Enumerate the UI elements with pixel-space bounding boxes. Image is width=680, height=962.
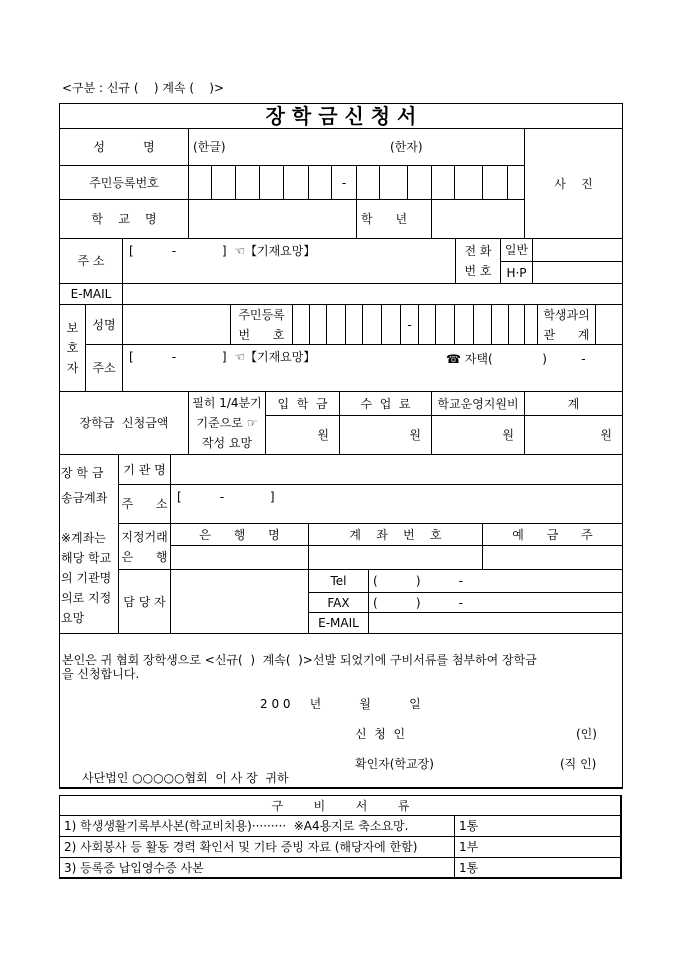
documents-header: 구 비 서 류 [59, 795, 622, 816]
phone-label: 전 화 번 호 [455, 238, 501, 284]
statement-line-2: 을 신청합니다. [62, 667, 140, 681]
document-item-name: 3) 등록증 납입영수증 사본 [59, 857, 455, 879]
rrn-digit-cell[interactable] [482, 165, 508, 200]
rrn-digit-cell[interactable] [235, 165, 260, 200]
guardian-section-label: 보 호 자 [59, 304, 86, 392]
amount-admission-field[interactable]: 원 [265, 415, 340, 455]
guardian-rrn-digit-cell[interactable] [326, 304, 346, 345]
name-hanja-label: (한자) [390, 140, 423, 154]
contact-label: 담 당 자 [118, 569, 171, 634]
guardian-name-field[interactable] [122, 304, 231, 345]
guardian-rrn-digit-cell[interactable] [454, 304, 474, 345]
phone-mobile-field[interactable] [532, 261, 623, 284]
confirmer-seal: (직 인) [560, 757, 597, 771]
application-date: 2 0 0 년 월 일 [260, 697, 421, 711]
institution-label: 기 관 명 [118, 454, 171, 485]
rrn-digit-cell[interactable] [259, 165, 284, 200]
fax-field[interactable]: ( ) - [368, 592, 623, 613]
amount-label: 장학금 신청금액 [59, 391, 189, 455]
account-number-header: 계 좌 번 호 [308, 523, 483, 546]
rrn-label: 주민등록번호 [59, 165, 189, 200]
guardian-address-field[interactable]: [ - ] ☜【기재요망】 [122, 344, 623, 392]
contact-email-label: E-MAIL [308, 612, 369, 634]
grade-label: 학 년 [356, 199, 432, 239]
phone-general-field[interactable] [532, 238, 623, 262]
phone-mobile-label: H·P [500, 261, 533, 284]
guardian-rrn-label: 주민등록 번 호 [230, 304, 293, 345]
rrn-digit-cell[interactable] [454, 165, 483, 200]
address-field[interactable]: [ - ] ☜【기재요망】 [122, 238, 456, 284]
guardian-rrn-digit-cell[interactable] [362, 304, 382, 345]
applicant-signature-label: 신 청 인 [355, 727, 406, 741]
applicant-seal: (인) [576, 727, 597, 741]
form-title: 장 학 금 신 청 서 [59, 103, 623, 129]
guardian-rrn-digit-cell[interactable] [524, 304, 538, 345]
name-label: 성 명 [59, 128, 189, 166]
account-section-note: ※계좌는 해당 학교 의 기관명 의로 지정 요망 [61, 531, 112, 625]
amount-col-support: 학교운영지원비 [431, 391, 525, 416]
guardian-rrn-digit-cell[interactable] [435, 304, 455, 345]
institution-address-field[interactable]: [ - ] [170, 484, 623, 524]
rrn-digit-cell[interactable] [188, 165, 212, 200]
rrn-digit-cell[interactable] [356, 165, 380, 200]
amount-col-admission: 입 학 금 [265, 391, 340, 416]
bank-name-header: 은 행 명 [170, 523, 309, 546]
rrn-separator: - [331, 165, 357, 200]
tel-label: Tel [308, 569, 369, 593]
name-field[interactable] [188, 128, 525, 166]
guardian-rrn-digit-cell[interactable] [491, 304, 509, 345]
document-item-name: 1) 학생생활기록부사본(학교비치용)········· ※A4용지로 축소요망. [59, 815, 455, 837]
school-field[interactable] [188, 199, 357, 239]
statement-line-1: 본인은 귀 협회 장학생으로 <신규( ) 계속( )>선발 되었기에 구비서류를 첨부하여 장학금 [62, 653, 537, 667]
guardian-relation-field[interactable] [595, 304, 623, 345]
guardian-rrn-digit-cell[interactable] [309, 304, 327, 345]
document-item-count: 1부 [454, 836, 622, 858]
document-item-count: 1통 [454, 857, 622, 879]
institution-field[interactable] [170, 454, 623, 485]
rrn-digit-cell[interactable] [283, 165, 309, 200]
contact-name-field[interactable] [170, 569, 309, 634]
application-type-note: <구분 : 신규 ( ) 계속 ( )> [62, 81, 225, 95]
account-section-label: 장 학 금 송금계좌 [61, 466, 108, 505]
amount-note: 필히 1/4분기 기준으로 ☞ 작성 요망 [188, 391, 266, 455]
amount-total-field[interactable]: 원 [524, 415, 623, 455]
amount-support-field[interactable]: 원 [431, 415, 525, 455]
fax-label: FAX [308, 592, 369, 613]
rrn-digit-cell[interactable] [211, 165, 236, 200]
guardian-rrn-digit-cell[interactable] [345, 304, 363, 345]
guardian-address-label: 주소 [85, 344, 123, 392]
guardian-relation-label: 학생과의 관 계 [537, 304, 596, 345]
bank-name-field[interactable] [170, 545, 309, 570]
guardian-rrn-separator: - [400, 304, 419, 345]
confirmer-label: 확인자(학교장) [355, 757, 434, 771]
amount-col-total: 계 [524, 391, 623, 416]
guardian-rrn-digit-cell[interactable] [292, 304, 310, 345]
photo-box: 사 진 [524, 128, 623, 239]
account-holder-field[interactable] [482, 545, 623, 570]
guardian-rrn-digit-cell[interactable] [418, 304, 436, 345]
addressee: 사단법인 ○○○○○협회 이 사 장 귀하 [82, 771, 289, 785]
address-label: 주 소 [59, 238, 123, 284]
contact-email-field[interactable] [368, 612, 623, 634]
email-field[interactable] [122, 283, 623, 305]
email-label: E-MAIL [59, 283, 123, 305]
document-item-count: 1통 [454, 815, 622, 837]
guardian-rrn-digit-cell[interactable] [473, 304, 492, 345]
rrn-digit-cell[interactable] [507, 165, 525, 200]
guardian-name-label: 성명 [85, 304, 123, 345]
school-label: 학 교 명 [59, 199, 189, 239]
amount-tuition-field[interactable]: 원 [339, 415, 432, 455]
guardian-rrn-digit-cell[interactable] [381, 304, 401, 345]
tel-field[interactable]: ( ) - [368, 569, 623, 593]
institution-address-label: 주 소 [118, 484, 171, 524]
rrn-digit-cell[interactable] [308, 165, 332, 200]
bank-label: 지정거래 은 행 [118, 523, 171, 570]
guardian-rrn-digit-cell[interactable] [508, 304, 525, 345]
account-number-field[interactable] [308, 545, 483, 570]
document-item-name: 2) 사회봉사 등 활동 경력 확인서 및 기타 증빙 자료 (해당자에 한함) [59, 836, 455, 858]
account-holder-header: 예 금 주 [482, 523, 623, 546]
guardian-home-phone: ☎ 자택( ) - [446, 352, 586, 366]
amount-col-tuition: 수 업 료 [339, 391, 432, 416]
rrn-digit-cell[interactable] [407, 165, 432, 200]
rrn-digit-cell[interactable] [379, 165, 408, 200]
phone-general-label: 일반 [500, 238, 533, 262]
grade-field[interactable] [431, 199, 525, 239]
rrn-digit-cell[interactable] [431, 165, 455, 200]
name-korean-label: (한글) [193, 140, 226, 154]
